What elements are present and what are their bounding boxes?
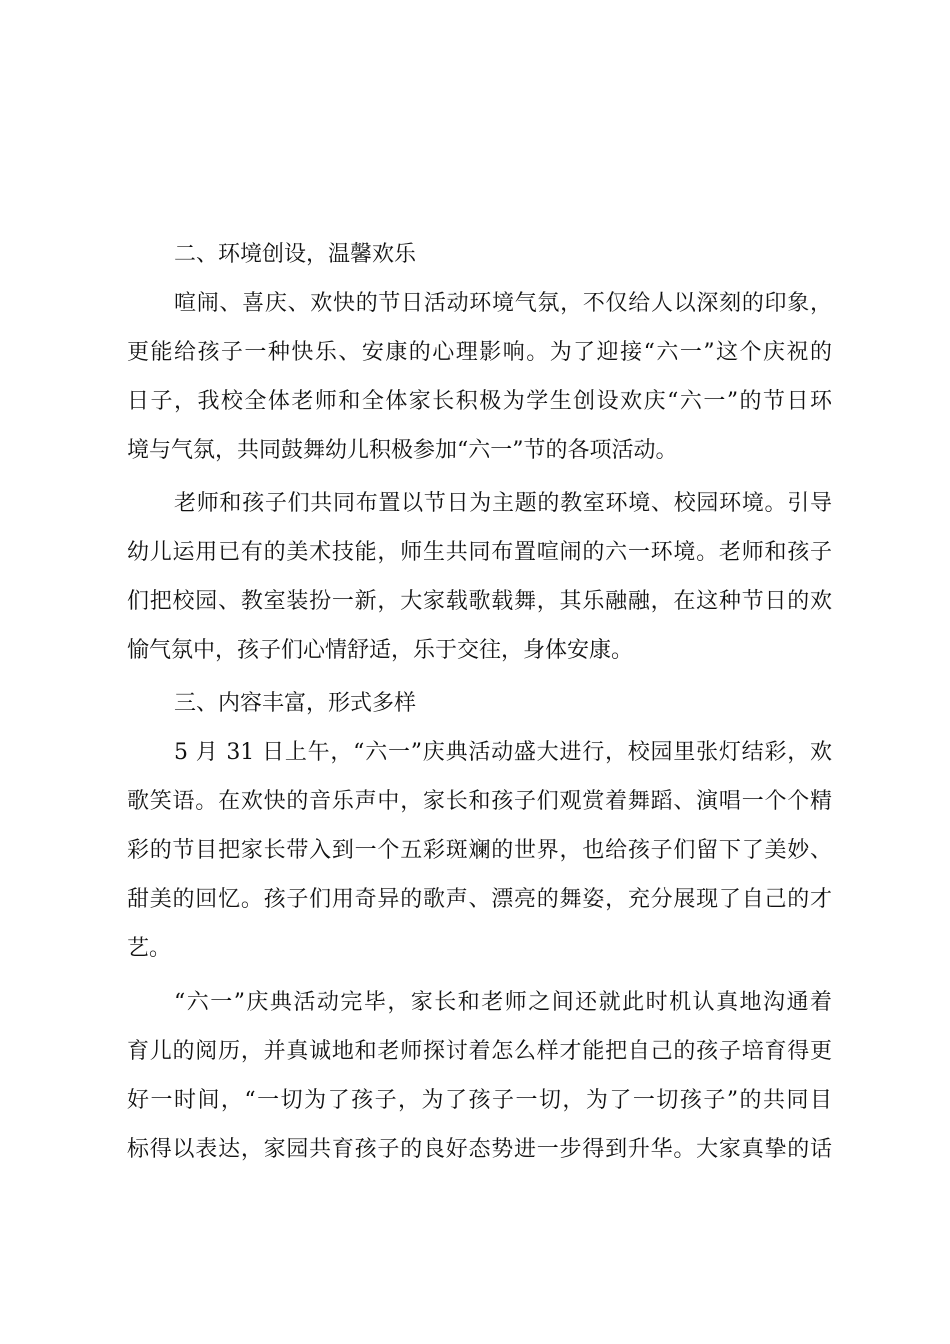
section-heading-content: 三、内容丰富，形式多样 [174,691,417,716]
paragraph-line: 更能给孩子一种快乐、安康的心理影响。为了迎接“六一”这个庆祝的 [127,340,832,365]
paragraph-line: 5 月 31 日上午，“六一”庆典活动盛大进行，校园里张灯结彩，欢 [174,740,832,765]
paragraph-line: 彩的节目把家长带入到一个五彩斑斓的世界，也给孩子们留下了美妙、 [127,838,832,863]
paragraph-line: 日子，我校全体老师和全体家长积极为学生创设欢庆“六一”的节日环 [127,389,832,414]
section-heading-environment: 二、环境创设，温馨欢乐 [174,242,417,267]
paragraph-line: 愉气氛中，孩子们心情舒适，乐于交往，身体安康。 [127,638,634,663]
paragraph-line: 甜美的回忆。孩子们用奇异的歌声、漂亮的舞姿，充分展现了自己的才 [127,887,832,912]
paragraph-line: 歌笑语。在欢快的音乐声中，家长和孩子们观赏着舞蹈、演唱一个个精 [127,789,832,814]
paragraph-line: 好一时间，“一切为了孩子，为了孩子一切，为了一切孩子”的共同目 [127,1088,832,1113]
paragraph-line: 艺。 [127,936,172,961]
paragraph-line: 境与气氛，共同鼓舞幼儿积极参加“六一”节的各项活动。 [127,438,678,463]
paragraph-line: 老师和孩子们共同布置以节日为主题的教室环境、校园环境。引导 [174,491,832,516]
paragraph-line: 们把校园、教室装扮一新，大家载歌载舞，其乐融融，在这种节日的欢 [127,589,832,614]
paragraph-line: 育儿的阅历，并真诚地和老师探讨着怎么样才能把自己的孩子培育得更 [127,1039,832,1064]
paragraph-line: “六一”庆典活动完毕，家长和老师之间还就此时机认真地沟通着 [174,990,832,1015]
paragraph-line: 喧闹、喜庆、欢快的节日活动环境气氛，不仅给人以深刻的印象， [174,291,832,316]
paragraph-line: 幼儿运用已有的美术技能，师生共同布置喧闹的六一环境。老师和孩子 [127,540,832,565]
paragraph-line: 标得以表达，家园共育孩子的良好态势进一步得到升华。大家真挚的话 [127,1137,832,1162]
